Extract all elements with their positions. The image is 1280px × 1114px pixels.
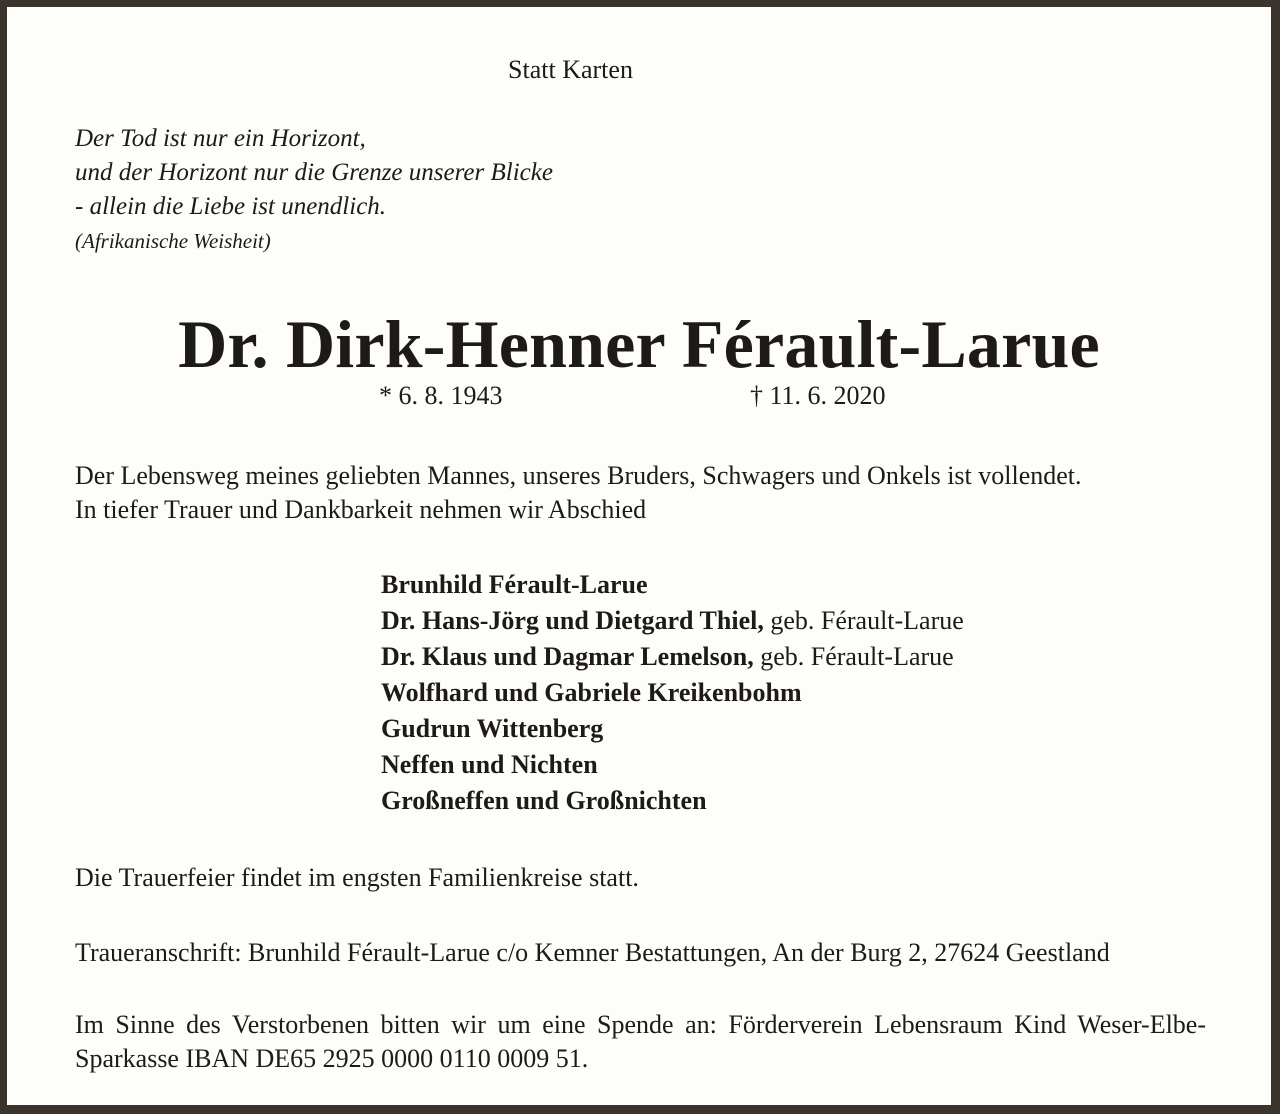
mourner-name: Gudrun Wittenberg [381,714,604,743]
mourner-3 [381,642,954,672]
donation-request: Im Sinne des Verstorbenen bitten wir um eine Spende an: Förderverein Lebensraum Kind Weser-Elbe-Sparkasse IBAN DE65 2925 0000 0110 0009 51. [75,1010,1206,1073]
obituary-notice [7,7,1271,1105]
quote-line-1: Der Tod ist nur ein Horizont, [75,125,366,152]
mourner-6 [381,750,598,780]
quote-line-3: - allein die Liebe ist unendlich. [75,193,387,220]
mourner-4 [381,678,802,708]
mourner-note: geb. Férault-Larue [770,606,964,635]
ceremony-notice: Die Trauerfeier findet im engsten Familienkreise statt. [75,863,639,892]
mourner-name: Dr. Klaus und Dagmar Lemelson, [381,642,754,671]
mourner-1 [381,570,648,600]
header-statt-karten: Statt Karten [508,55,633,84]
mourning-address: Traueranschrift: Brunhild Férault-Larue c/o Kemner Bestattungen, An der Burg 2, 27624 Geestland [75,938,1110,967]
mourner-5 [381,714,603,744]
intro-line-2: In tiefer Trauer und Dankbarkeit nehmen wir Abschied [75,495,647,524]
mourner-name: Wolfhard und Gabriele Kreikenbohm [381,678,802,707]
intro-line-1: Der Lebensweg meines geliebten Mannes, unseres Bruders, Schwagers und Onkels ist vollendet. [75,461,1082,490]
death-date: † 11. 6. 2020 [750,381,886,410]
mourner-note: geb. Férault-Larue [760,642,954,671]
mourner-name: Dr. Hans-Jörg und Dietgard Thiel, [381,606,764,635]
mourner-name: Großneffen und Großnichten [381,786,707,815]
mourner-2 [381,606,964,636]
birth-date: * 6. 8. 1943 [379,381,503,410]
deceased-name: Dr. Dirk-Henner Férault-Larue [178,306,1100,382]
quote-line-2: und der Horizont nur die Grenze unserer Blicke [75,159,553,186]
mourner-7 [381,786,707,816]
quote-source: (Afrikanische Weisheit) [75,229,271,253]
mourner-name: Neffen und Nichten [381,750,598,779]
mourner-name: Brunhild Férault-Larue [381,570,648,599]
